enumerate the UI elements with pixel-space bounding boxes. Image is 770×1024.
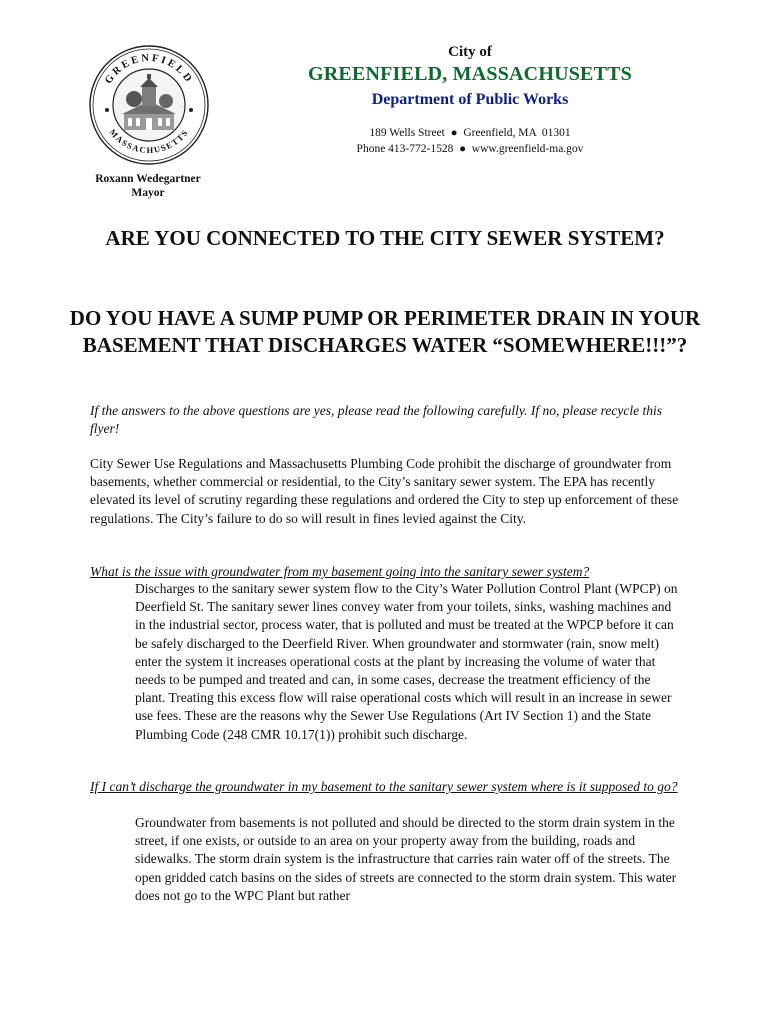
question-groundwater-issue: What is the issue with groundwater from my basement going into the sanitary sewer system? [90, 564, 590, 579]
mayor-block [60, 172, 236, 200]
answer-where-to-discharge: Groundwater from basements is not polluted and should be directed to the storm drain system in the street, if one exists, or outside to an area on your property away from the building, roads and sidewalks. The storm drain system is the infrastructure that carries rain water off of the streets. The open gridded catch basins on the sides of streets are connected to the storm drain system. This water does not go to the WPC Plant but rather [135, 815, 677, 903]
city-seal-icon [88, 44, 210, 166]
address-line: 189 Wells Street ● Greenfield, MA 01301 [369, 127, 571, 139]
phone-website-line: Phone 413-772-1528 ● www.greenfield-ma.gov [356, 143, 584, 155]
intro-text: If the answers to the above questions are yes, please read the following carefully. If no, please recycle this flyer! [90, 403, 663, 436]
question-where-to-discharge: If I can’t discharge the groundwater in my basement to the sanitary sewer system where is it supposed to go? [90, 779, 678, 794]
letterhead [270, 44, 670, 157]
seal-bottom-text: MASSACHUSETTS [107, 126, 191, 156]
city-name: GREENFIELD, MASSACHUSETTS [308, 63, 632, 85]
answer-groundwater-issue: Discharges to the sanitary sewer system flow to the City’s Water Pollution Control Plant (WPCP) on Deerfield St. The sanitary sewer lines convey water from your toilets, sinks, washing machines and in the industrial sector, process water, that is polluted and must be treated at the WPCP before it can be safely discharged to the Deerfield River. When groundwater and stormwater (rain, snow melt) enter the system it increases operational costs at the plant by increasing the volume of water that needs to be pumped and treated and can, in some cases, decrease the treatment efficiency of the plant. Treating this excess flow will raise operational costs which will result in an increase in sewer use fees. These are the reasons why the Sewer Use Regulations (Art IV Section 1) and the State Plumbing Code (248 CMR 10.17(1)) prohibit such discharge. [135, 581, 678, 742]
mayor-name: Roxann Wedegartner [95, 173, 201, 185]
seal-top-text: GREENFIELD [103, 52, 195, 87]
heading-sewer-connection: ARE YOU CONNECTED TO THE CITY SEWER SYSTEM? [105, 226, 665, 250]
city-of-label: City of [448, 44, 492, 60]
department-name: Department of Public Works [371, 91, 569, 108]
regulations-paragraph: City Sewer Use Regulations and Massachusetts Plumbing Code prohibit the discharge of groundwater from basements, whether commercial or residential, to the City’s sanitary sewer system. The EPA has recently elevated its level of scrutiny regarding these regulations and ordered the City to step up enforcement of these regulations. The City’s failure to do so will result in fines levied against the City. [90, 456, 679, 526]
contact-info [270, 125, 670, 157]
heading-sump-pump: DO YOU HAVE A SUMP PUMP OR PERIMETER DRAIN IN YOUR BASEMENT THAT DISCHARGES WATER “SOMEWHERE!!!”? [69, 306, 701, 357]
mayor-title: Mayor [131, 187, 165, 199]
